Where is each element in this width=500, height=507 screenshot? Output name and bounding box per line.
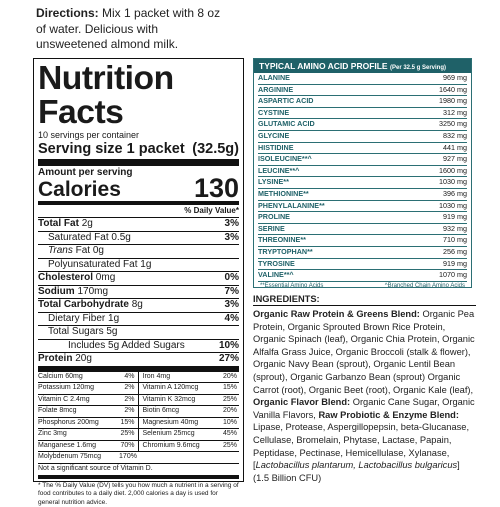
nutrient-amount: 170mg	[77, 286, 108, 297]
nutrient-dv: 3%	[225, 299, 239, 312]
nutrient-row-total-carbohydrate	[38, 299, 239, 313]
amino-acid-list	[254, 73, 471, 282]
amino-acid-name: LEUCINE**^	[258, 166, 299, 177]
amino-acid-name: TRYPTOPHAN**	[258, 247, 313, 258]
amino-acid-row	[258, 224, 467, 236]
micronutrient	[38, 372, 139, 384]
amino-acid-row	[258, 235, 467, 247]
micronutrient-dv: 25%	[223, 395, 237, 406]
micronutrient-name: Selenium 25mcg	[143, 429, 195, 440]
amino-acid-name: THREONINE**	[258, 235, 306, 246]
micronutrient-name: Vitamin C 2.4mg	[38, 395, 90, 406]
micronutrient	[139, 395, 240, 407]
nutrient-dv: 0%	[225, 272, 239, 285]
amino-acid-name: GLUTAMIC ACID	[258, 119, 315, 130]
amino-acid-row	[258, 108, 467, 120]
micronutrient-name: Vitamin K 32mcg	[143, 395, 196, 406]
micronutrient-dv: 25%	[223, 441, 237, 452]
amino-acid-value: 710 mg	[443, 235, 467, 246]
micronutrient	[38, 441, 139, 453]
nutrient-row-protein	[38, 353, 239, 372]
nutrient-label: Saturated Fat	[48, 232, 109, 243]
micronutrient	[38, 395, 139, 407]
micronutrient-dv: 2%	[124, 395, 134, 406]
nutrient-amount: 5g	[106, 326, 117, 337]
amino-acid-legend	[254, 282, 471, 289]
amino-acid-row	[258, 96, 467, 108]
micronutrient	[139, 406, 240, 418]
blend-label: Organic Raw Protein & Greens Blend:	[253, 309, 420, 319]
amino-acid-name: SERINE	[258, 224, 285, 235]
amino-acid-value: 396 mg	[443, 189, 467, 200]
micronutrient-dv: 25%	[120, 429, 134, 440]
amino-acid-name: HISTIDINE	[258, 143, 294, 154]
amino-acid-row	[258, 247, 467, 259]
micronutrient	[38, 418, 139, 430]
amino-acid-name: CYSTINE	[258, 108, 289, 119]
blend-label: Raw Probiotic & Enzyme Blend:	[318, 410, 459, 420]
amino-acid-header	[254, 59, 471, 73]
nutrient-amount: 8g	[132, 299, 143, 310]
directions-text	[36, 6, 232, 53]
nutrient-label-suffix: Fat	[73, 245, 90, 256]
amino-acid-row	[258, 270, 467, 282]
micronutrient	[38, 406, 139, 418]
nutrient-dv: 7%	[225, 286, 239, 299]
amino-acid-value: 1640 mg	[439, 85, 467, 96]
micronutrient-dv: 20%	[223, 372, 237, 383]
micronutrient-dv: 170%	[119, 452, 137, 463]
ingredients-text	[253, 308, 476, 484]
amino-acid-name: GLYCINE	[258, 131, 289, 142]
amino-acid-value: 927 mg	[443, 154, 467, 165]
micronutrient-name: Folate 8mcg	[38, 406, 77, 417]
amino-acid-name: ALANINE	[258, 73, 290, 84]
nutrient-dv: 27%	[219, 353, 239, 366]
amino-acid-name: ARGININE	[258, 85, 293, 96]
micronutrient-name: Chromium 9.6mcg	[143, 441, 200, 452]
nutrient-dv: 10%	[219, 340, 239, 353]
amino-acid-name: PHENYLALANINE**	[258, 201, 325, 212]
nutrient-label: Polyunsaturated Fat	[48, 259, 138, 270]
amino-acid-value: 919 mg	[443, 212, 467, 223]
nutrient-label: Total Fat	[38, 218, 79, 229]
amino-acid-panel	[253, 58, 472, 288]
blend-text: Lipase, Protease, Aspergillopepsin, beta-Glucanase, Cellulase, Bromelain, Phytase, Lactase, Papain, Peptidase, Pectinase, Hemicellulase, Xylanase, [	[253, 422, 469, 470]
micronutrient-name: Iron 4mg	[143, 372, 171, 383]
micronutrient-molybdenum	[38, 452, 239, 464]
nutrient-amount: 2g	[82, 218, 93, 229]
daily-value-footnote: * The % Daily Value (DV) tells you how much a nutrient in a serving of food contributes to a daily diet. 2,000 calories a day is used for general nutrition advice.	[38, 482, 239, 507]
calories-value: 130	[194, 175, 239, 201]
amino-acid-name: PROLINE	[258, 212, 290, 223]
nutrient-amount: 1g	[108, 313, 119, 324]
micronutrient-dv: 2%	[124, 383, 134, 394]
amino-acid-name: METHIONINE**	[258, 189, 309, 200]
servings-per-container: 10 servings per container	[38, 130, 239, 141]
nutrient-row-added-sugars	[38, 340, 239, 354]
amino-acid-row	[258, 201, 467, 213]
micronutrient-name: Magnesium 40mg	[143, 418, 199, 429]
amino-acid-value: 932 mg	[443, 224, 467, 235]
blend-text: Organic Cane Sugar, Organic Vanilla Flavors,	[253, 397, 475, 420]
amino-acid-value: 256 mg	[443, 247, 467, 258]
amino-acid-name: LYSINE**	[258, 177, 289, 188]
nutrient-amount: 20g	[75, 353, 92, 364]
amino-acid-row	[258, 119, 467, 131]
nutrient-label: Dietary Fiber	[48, 313, 105, 324]
nutrient-row-cholesterol	[38, 272, 239, 286]
amino-acid-row	[258, 143, 467, 155]
blend-text: ] (1.5 Billion CFU)	[253, 460, 460, 483]
ingredients-heading: INGREDIENTS:	[253, 293, 476, 306]
amino-acid-value: 832 mg	[443, 131, 467, 142]
nutrient-amount: 0.5g	[111, 232, 130, 243]
nutrient-amount: 1g	[140, 259, 151, 270]
micronutrient	[139, 383, 240, 395]
nutrient-amount: 0g	[93, 245, 104, 256]
amino-acid-name: ASPARTIC ACID	[258, 96, 314, 107]
directions-body: Mix 1 packet with 8 oz of water. Delicious with unsweetened almond milk.	[36, 6, 220, 51]
daily-value-header: % Daily Value*	[38, 205, 239, 218]
micronutrient-name: Calcium 60mg	[38, 372, 83, 383]
amino-acid-value: 969 mg	[443, 73, 467, 84]
nutrient-row-saturated-fat	[38, 232, 239, 246]
nutrient-amount: 0mg	[96, 272, 115, 283]
micronutrient-dv: 4%	[124, 372, 134, 383]
serving-size-value: (32.5g)	[192, 141, 239, 158]
micronutrient-dv: 20%	[223, 406, 237, 417]
nutrient-row-total-sugars	[38, 326, 239, 340]
micronutrient-name: Potassium 120mg	[38, 383, 94, 394]
micronutrient	[139, 429, 240, 441]
micronutrient-name: Vitamin A 120mcg	[143, 383, 199, 394]
amino-acid-name: ISOLEUCINE**^	[258, 154, 312, 165]
amino-acid-subtitle: (Per 32.5 g Serving)	[390, 65, 446, 71]
amino-acid-row	[258, 212, 467, 224]
directions-label: Directions:	[36, 6, 99, 20]
amino-acid-value: 312 mg	[443, 108, 467, 119]
micronutrient-dv: 15%	[120, 418, 134, 429]
nutrient-label: Includes 5g Added Sugars	[68, 340, 185, 351]
nutrition-title: Nutrition Facts	[38, 61, 243, 129]
amino-acid-name: VALINE**^	[258, 270, 294, 281]
amino-acid-value: 3250 mg	[439, 119, 467, 130]
nutrient-label: Total Sugars	[48, 326, 104, 337]
amino-acid-row	[258, 73, 467, 85]
micronutrient-name: Phosphorus 200mg	[38, 418, 99, 429]
serving-size	[38, 141, 239, 166]
blend-text: Organic Pea Protein, Organic Sprouted Brown Rice Protein, Organic Spinach (leaf), Organic Chia Protein, Organic Alfalfa Grass Juice, Organic Broccoli (stalk & flower), Organic Navy Bean (sprout), Organic Lentil Bean (sprout), Organic Garbanzo Bean (sprout) Organic Carrot (root), Organic Beet (root), Organic Kale (leaf),	[253, 309, 475, 395]
amino-acid-row	[258, 177, 467, 189]
amino-acid-value: 441 mg	[443, 143, 467, 154]
amino-acid-title: TYPICAL AMINO ACID PROFILE	[259, 61, 388, 71]
vitamin-d-note: Not a significant source of Vitamin D.	[38, 464, 239, 479]
nutrient-dv: 4%	[225, 313, 239, 326]
nutrient-label: Sodium	[38, 286, 75, 297]
micronutrient	[139, 372, 240, 384]
micronutrient-dv: 15%	[223, 383, 237, 394]
nutrition-facts-panel	[33, 58, 244, 482]
calories-row	[38, 178, 239, 205]
blend-label: Organic Flavor Blend:	[253, 397, 350, 407]
micronutrient-grid	[38, 372, 239, 453]
nutrient-dv: 3%	[225, 232, 239, 245]
micronutrient-dv: 2%	[124, 406, 134, 417]
amino-acid-row	[258, 131, 467, 143]
micronutrient-name: Molybdenum 75mcg	[38, 452, 101, 463]
amino-acid-value: 1070 mg	[439, 270, 467, 281]
amino-acid-row	[258, 154, 467, 166]
amino-acid-value: 1600 mg	[439, 166, 467, 177]
nutrient-label: Total Carbohydrate	[38, 299, 129, 310]
micronutrient	[38, 383, 139, 395]
micronutrient-dv: 45%	[223, 429, 237, 440]
nutrient-row-dietary-fiber	[38, 313, 239, 327]
nutrient-row-trans-fat	[38, 245, 239, 259]
amino-acid-value: 1030 mg	[439, 177, 467, 188]
ingredients-block	[253, 293, 476, 484]
micronutrient	[139, 441, 240, 453]
micronutrient	[139, 418, 240, 430]
probiotic-names: Lactobacillus plantarum, Lactobacillus bulgaricus	[256, 460, 458, 470]
amino-acid-row	[258, 259, 467, 271]
calories-label: Calories	[38, 179, 121, 201]
micronutrient-name: Zinc 3mg	[38, 429, 67, 440]
nutrient-label: Cholesterol	[38, 272, 93, 283]
nutrient-row-sodium	[38, 286, 239, 300]
legend-essential: **Essential Amino Acids	[260, 283, 323, 289]
micronutrient-name: Biotin 6mcg	[143, 406, 180, 417]
micronutrient	[38, 429, 139, 441]
serving-size-label: Serving size 1 packet	[38, 141, 185, 158]
micronutrient-name: Manganese 1.6mg	[38, 441, 96, 452]
nutrient-dv: 3%	[225, 218, 239, 231]
amino-acid-row	[258, 85, 467, 97]
nutrient-row-total-fat	[38, 218, 239, 232]
nutrient-row-polyunsaturated-fat	[38, 259, 239, 273]
amino-acid-value: 1030 mg	[439, 201, 467, 212]
amino-acid-name: TYROSINE	[258, 259, 295, 270]
legend-branched: ^Branched Chain Amino Acids	[385, 283, 465, 289]
micronutrient-dv: 10%	[223, 418, 237, 429]
amino-acid-row	[258, 189, 467, 201]
nutrient-label: Protein	[38, 353, 72, 364]
amino-acid-value: 919 mg	[443, 259, 467, 270]
amino-acid-value: 1980 mg	[439, 96, 467, 107]
nutrient-label: Trans	[48, 245, 73, 256]
amount-per-serving: Amount per serving	[38, 167, 239, 178]
amino-acid-row	[258, 166, 467, 178]
micronutrient-dv: 70%	[120, 441, 134, 452]
